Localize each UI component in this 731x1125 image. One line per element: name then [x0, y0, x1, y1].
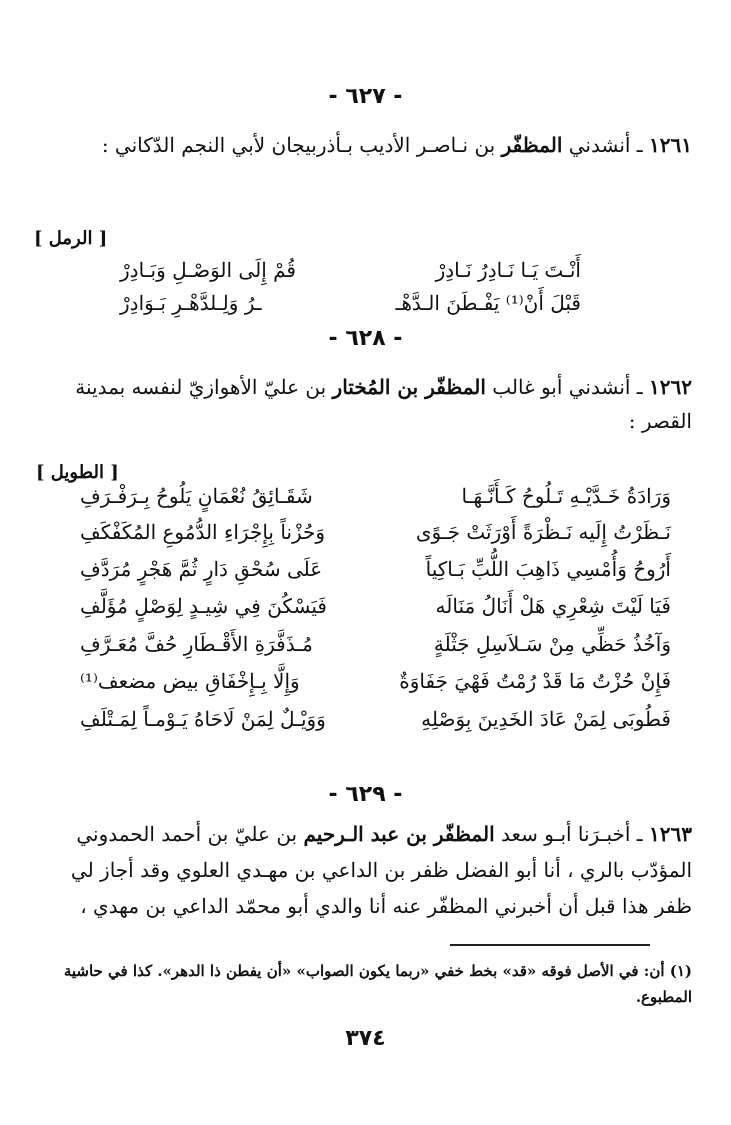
verse-left: قُمْ إِلَى الوَصْـلِ وَبَـادِرْ [120, 258, 296, 282]
footnote: (١) أن: في الأصل فوقه «قد» بخط خفي «ربما يكون الصواب» «أن يفطن ذا الدهر». كذا في حاشية المطبوع. [63, 962, 692, 1006]
entry-number: ١٢٦٢ [649, 375, 692, 399]
entry-dash: ـ [630, 133, 650, 157]
poem-meter-label-ramal: [ الرمل ] [34, 228, 108, 249]
entry-dash: ـ [630, 822, 650, 846]
entry-text: أخبـرَنا أبـو سعد [494, 822, 631, 846]
entry-name-highlight: المظفّر [501, 133, 563, 157]
entry-text: أنشدني [562, 133, 631, 157]
footnote-divider [450, 944, 650, 946]
verse-right: فَإِنْ حُزْتُ مَا قَدْ رُمْتُ فَهْيَ جَفَاوَةٌ [399, 669, 671, 693]
verse-left: وَحُزْناً بِإِجْرَاءِ الدُّمُوعِ المُكَفْكَفِ [80, 520, 326, 544]
entry-text: بن عليّ الأهوازيّ لنفسه بمدينة القصر : [75, 375, 692, 433]
verse-right: فَطُوبَى لِمَنْ عَادَ الخَدِينَ بِوَصْلِهِ [421, 707, 671, 731]
verse-right: وَرَادَةُ خَـدَّيْـهِ تَـلُوحُ كَـأَنَّـهَـا [461, 484, 671, 508]
entry-text: بن نـاصـر الأديب بـأذربيجان لأبي النجم الدّكاني : [101, 133, 502, 157]
entry-number: ١٢٦٣ [649, 822, 692, 846]
verse-left: عَلَى سُحْقِ دَارٍ ثُمَّ هَجْرٍ مُرَدَّفِ [80, 557, 323, 581]
poem-meter-label-tawil: [ الطويل ] [36, 462, 119, 483]
verse-left: وَإِلَّا بِـإِخْفَاقِ بيض مضعف⁽¹⁾ [80, 669, 300, 693]
entry-1263 [36, 816, 692, 924]
section-number-627: - ٦٢٧ - [328, 84, 403, 109]
entry-number: ١٢٦١ [649, 133, 692, 157]
entry-1261 [36, 128, 692, 162]
verse-left: ـرُ وَلِـلدَّهْـرِ بَـوَادِرْ [120, 291, 262, 315]
verse-right: قَبْلَ أَنْ⁽¹⁾ يَفْـطَنَ الـدَّهْـ [395, 291, 581, 315]
entry-name-highlight: المظفّر بن عبد الـرحيم [303, 822, 495, 846]
verse-right: وَآخُذُ حَظِّي مِنْ سَـلاَسِلِ جَثْلَةٍ [433, 632, 671, 656]
entry-text: بن عليّ بن أحمد الحمدوني المؤدّب بالري ، أنا أبو الفضل ظفر بن الداعي بن مهـدي العلوي وقد أجاز لي ظفر هذا قبل أن أخبرني المظفّر عنه أنا والدي أبو محمّد الداعي بن مهدي ، [70, 822, 692, 918]
verse-left: مُـذَفَّرَةِ الأَقْـطَارِ حُفَّ مُعَـرَّفِ [80, 632, 313, 656]
verse-right: أَنْـتَ يَـا نَـادِرُ نَـادِرْ [435, 258, 581, 282]
verse-left: فَيَسْكُنَ فِي شِيـدٍ لِوَصْلٍ مُؤَلَّفِ [80, 594, 327, 618]
verse-right: نَـظَرْتُ إِلَيه نَـظْرَةً أَوْرَثَتْ جَـوًى [415, 520, 671, 544]
entry-name-highlight: المظفّر بن المُختار [332, 375, 486, 399]
verse-left: شَقَـائِقُ نُعْمَانٍ يَلُوحُ بِـرَفْـرَفِ [80, 484, 313, 508]
section-number-629: - ٦٢٩ - [328, 782, 403, 807]
entry-dash: ـ [630, 375, 650, 399]
section-number-628: - ٦٢٨ - [328, 326, 403, 351]
entry-text: أنشدني أبو غالب [485, 375, 631, 399]
verse-right: أَرُوحُ وَأُمْسِي ذَاهِبَ اللُّبِّ بَـاكِياً [425, 557, 671, 581]
page-number: ٣٧٤ [345, 1026, 386, 1051]
verse-left: وَوَيْـلٌ لِمَنْ لَاحَاهُ يَـوْمـاً لِمَـتْلَفِ [80, 707, 326, 731]
verse-right: فَيَا لَيْتَ شِعْرِي هَلْ أَنَالُ مَنَالَه [435, 594, 671, 618]
entry-1262 [36, 370, 692, 438]
